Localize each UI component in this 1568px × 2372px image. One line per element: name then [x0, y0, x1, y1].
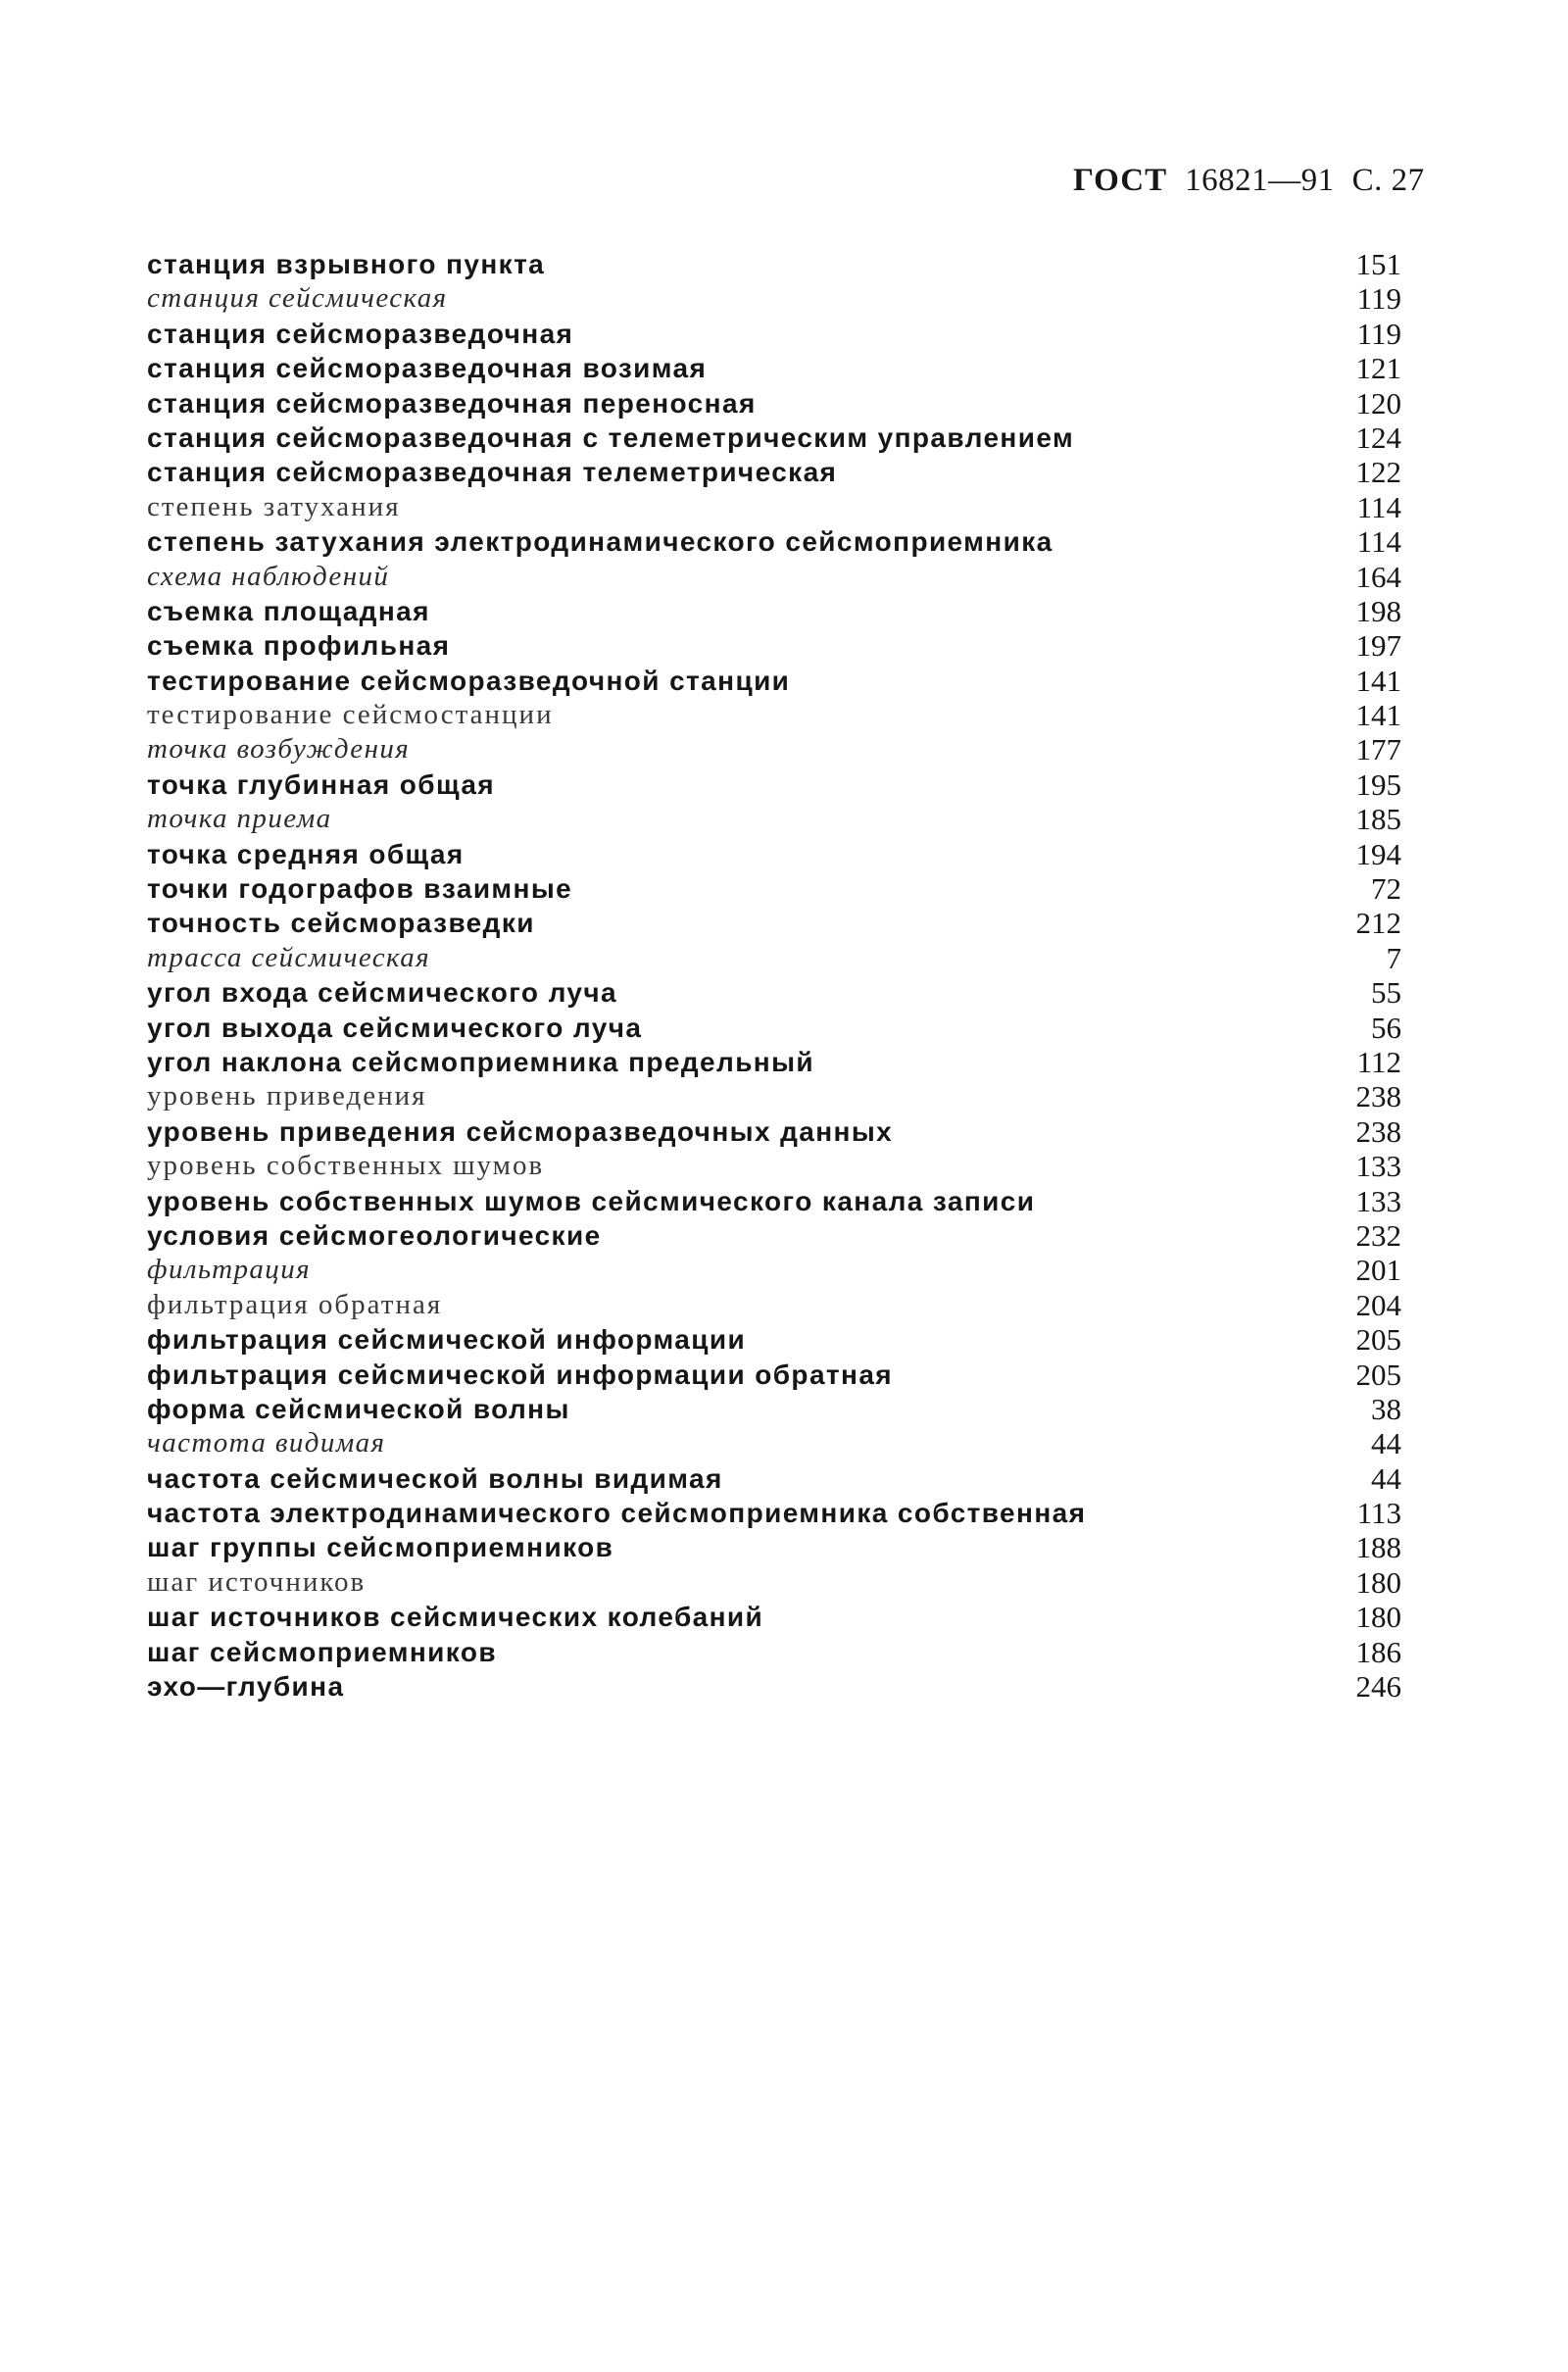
- index-term: угол выхода сейсмического луча: [147, 1012, 643, 1043]
- index-entry: [147, 941, 1421, 975]
- index-term: шаг источников сейсмических колебаний: [147, 1602, 764, 1633]
- index-entry: [147, 1218, 1421, 1253]
- index-page-number: 197: [1355, 628, 1401, 664]
- index-entry: [147, 247, 1421, 281]
- index-term: условия сейсмогеологические: [147, 1219, 602, 1251]
- index-entry: [147, 1184, 1421, 1218]
- index-term: тестирование сейсморазведочной станции: [147, 665, 791, 696]
- index-term: частота электродинамического сейсмоприемника собственная: [147, 1498, 1087, 1529]
- index-page-number: 194: [1355, 836, 1401, 871]
- index-entry: [147, 767, 1421, 802]
- term-index-list: [147, 247, 1421, 1704]
- index-page-number: 177: [1355, 732, 1401, 767]
- index-entry: [147, 1149, 1421, 1183]
- index-entry: [147, 490, 1421, 524]
- index-entry: [147, 1496, 1421, 1530]
- index-term: тестирование сейсмостанции: [147, 699, 554, 731]
- index-page-number: 238: [1355, 1079, 1401, 1114]
- index-term: точка приема: [147, 803, 332, 835]
- index-term: уровень собственных шумов: [147, 1150, 545, 1182]
- index-page-number: 122: [1355, 455, 1401, 490]
- index-entry: [147, 906, 1421, 940]
- index-term: шаг источников: [147, 1565, 367, 1598]
- index-entry: [147, 1565, 1421, 1600]
- index-page-number: 44: [1371, 1460, 1401, 1496]
- index-page-number: 205: [1355, 1322, 1401, 1358]
- index-entry: [147, 1392, 1421, 1426]
- index-page-number: 164: [1355, 559, 1401, 594]
- index-page-number: 56: [1371, 1010, 1401, 1045]
- index-entry: [147, 1358, 1421, 1392]
- index-page-number: 195: [1355, 766, 1401, 802]
- index-page-number: 238: [1355, 1113, 1401, 1149]
- index-term: фильтрация обратная: [147, 1288, 443, 1320]
- index-page-number: 72: [1371, 871, 1401, 907]
- index-entry: [147, 386, 1421, 420]
- index-term: точность сейсморазведки: [147, 908, 535, 939]
- index-page-number: 121: [1355, 351, 1401, 386]
- index-page-number: 55: [1371, 975, 1401, 1011]
- index-term: уровень приведения сейсморазведочных данных: [147, 1115, 894, 1147]
- index-entry: [147, 698, 1421, 732]
- index-page-number: 119: [1356, 316, 1401, 351]
- index-entry: [147, 871, 1421, 906]
- index-page-number: 185: [1355, 802, 1401, 837]
- index-term: схема наблюдений: [147, 560, 390, 592]
- index-term: фильтрация сейсмической информации обратная: [147, 1359, 894, 1390]
- index-page-number: 180: [1355, 1600, 1401, 1635]
- index-page-number: 112: [1356, 1044, 1401, 1079]
- index-term: частота видимая: [147, 1427, 386, 1459]
- index-page-number: 124: [1355, 420, 1401, 455]
- index-entry: [147, 560, 1421, 594]
- index-term: станция сейсморазведочная телеметрическая: [147, 457, 838, 488]
- index-entry: [147, 1288, 1421, 1322]
- index-entry: [147, 1253, 1421, 1287]
- index-page-number: 186: [1355, 1634, 1401, 1669]
- index-page-number: 114: [1356, 524, 1401, 560]
- index-page-number: 38: [1371, 1391, 1401, 1426]
- index-entry: [147, 594, 1421, 628]
- index-term: станция сейсморазведочная переносная: [147, 387, 757, 419]
- index-entry: [147, 1530, 1421, 1564]
- index-term: точка глубинная общая: [147, 768, 496, 800]
- index-entry: [147, 1114, 1421, 1149]
- index-term: шаг сейсмоприемников: [147, 1636, 497, 1667]
- index-entry: [147, 802, 1421, 836]
- index-entry: [147, 317, 1421, 351]
- standard-label: ГОСТ: [1073, 163, 1168, 198]
- index-entry: [147, 1322, 1421, 1357]
- index-page-number: 188: [1355, 1530, 1401, 1565]
- index-page-number: 119: [1356, 281, 1401, 317]
- index-entry: [147, 664, 1421, 698]
- index-page-number: 204: [1355, 1287, 1401, 1322]
- index-entry: [147, 628, 1421, 663]
- index-page-number: 205: [1355, 1357, 1401, 1392]
- index-term: съемка профильная: [147, 630, 451, 662]
- index-term: угол входа сейсмического луча: [147, 977, 618, 1009]
- index-page-number: 246: [1355, 1669, 1401, 1705]
- index-term: частота сейсмической волны видимая: [147, 1462, 723, 1494]
- index-page-number: 212: [1355, 906, 1401, 941]
- index-term: уровень собственных шумов сейсмического канала записи: [147, 1185, 1036, 1216]
- index-page-number: 133: [1355, 1149, 1401, 1184]
- index-term: трасса сейсмическая: [147, 941, 431, 973]
- index-page-number: 44: [1371, 1426, 1401, 1461]
- index-term: степень затухания: [147, 490, 401, 522]
- index-entry: [147, 732, 1421, 766]
- index-term: форма сейсмической волны: [147, 1393, 570, 1424]
- index-term: станция сейсморазведочная с телеметрическим управлением: [147, 421, 1075, 453]
- index-term: станция сейсморазведочная возимая: [147, 353, 708, 384]
- index-page-number: 151: [1355, 247, 1401, 281]
- index-term: точки годографов взаимные: [147, 873, 573, 905]
- index-page-number: 7: [1386, 940, 1401, 975]
- index-page-number: 180: [1355, 1564, 1401, 1600]
- page-header: [1073, 163, 1425, 199]
- index-entry: [147, 281, 1421, 316]
- index-page-number: 114: [1356, 489, 1401, 524]
- index-entry: [147, 524, 1421, 559]
- index-term: эхо—глубина: [147, 1671, 345, 1703]
- index-entry: [147, 1461, 1421, 1496]
- index-entry: [147, 1600, 1421, 1634]
- index-entry: [147, 351, 1421, 385]
- index-entry: [147, 975, 1421, 1010]
- index-term: фильтрация: [147, 1254, 311, 1286]
- index-term: съемка площадная: [147, 595, 430, 626]
- index-term: шаг группы сейсмоприемников: [147, 1532, 614, 1563]
- index-entry: [147, 455, 1421, 489]
- index-page-number: 232: [1355, 1217, 1401, 1253]
- index-page-number: 113: [1356, 1496, 1401, 1531]
- index-term: точка возбуждения: [147, 733, 411, 766]
- index-page-number: 198: [1355, 593, 1401, 628]
- index-term: уровень приведения: [147, 1080, 427, 1112]
- index-term: точка средняя общая: [147, 838, 465, 869]
- index-page-number: 141: [1355, 698, 1401, 733]
- index-page-number: 201: [1355, 1253, 1401, 1288]
- index-term: станция взрывного пункта: [147, 249, 546, 279]
- index-term: станция сейсмическая: [147, 282, 448, 315]
- index-entry: [147, 837, 1421, 871]
- index-entry: [147, 420, 1421, 455]
- index-page-number: 120: [1355, 385, 1401, 420]
- index-entry: [147, 1669, 1421, 1704]
- index-entry: [147, 1079, 1421, 1113]
- standard-number: 16821—91: [1185, 163, 1335, 198]
- index-entry: [147, 1635, 1421, 1669]
- index-page-number: 141: [1355, 663, 1401, 698]
- index-entry: [147, 1045, 1421, 1079]
- index-term: угол наклона сейсмоприемника предельный: [147, 1046, 815, 1077]
- index-entry: [147, 1426, 1421, 1460]
- index-term: степень затухания электродинамического сейсмоприемника: [147, 526, 1054, 558]
- index-page-number: 133: [1355, 1183, 1401, 1218]
- index-entry: [147, 1011, 1421, 1045]
- index-term: фильтрация сейсмической информации: [147, 1324, 747, 1356]
- index-term: станция сейсморазведочная: [147, 318, 574, 349]
- page-number: С. 27: [1351, 163, 1425, 198]
